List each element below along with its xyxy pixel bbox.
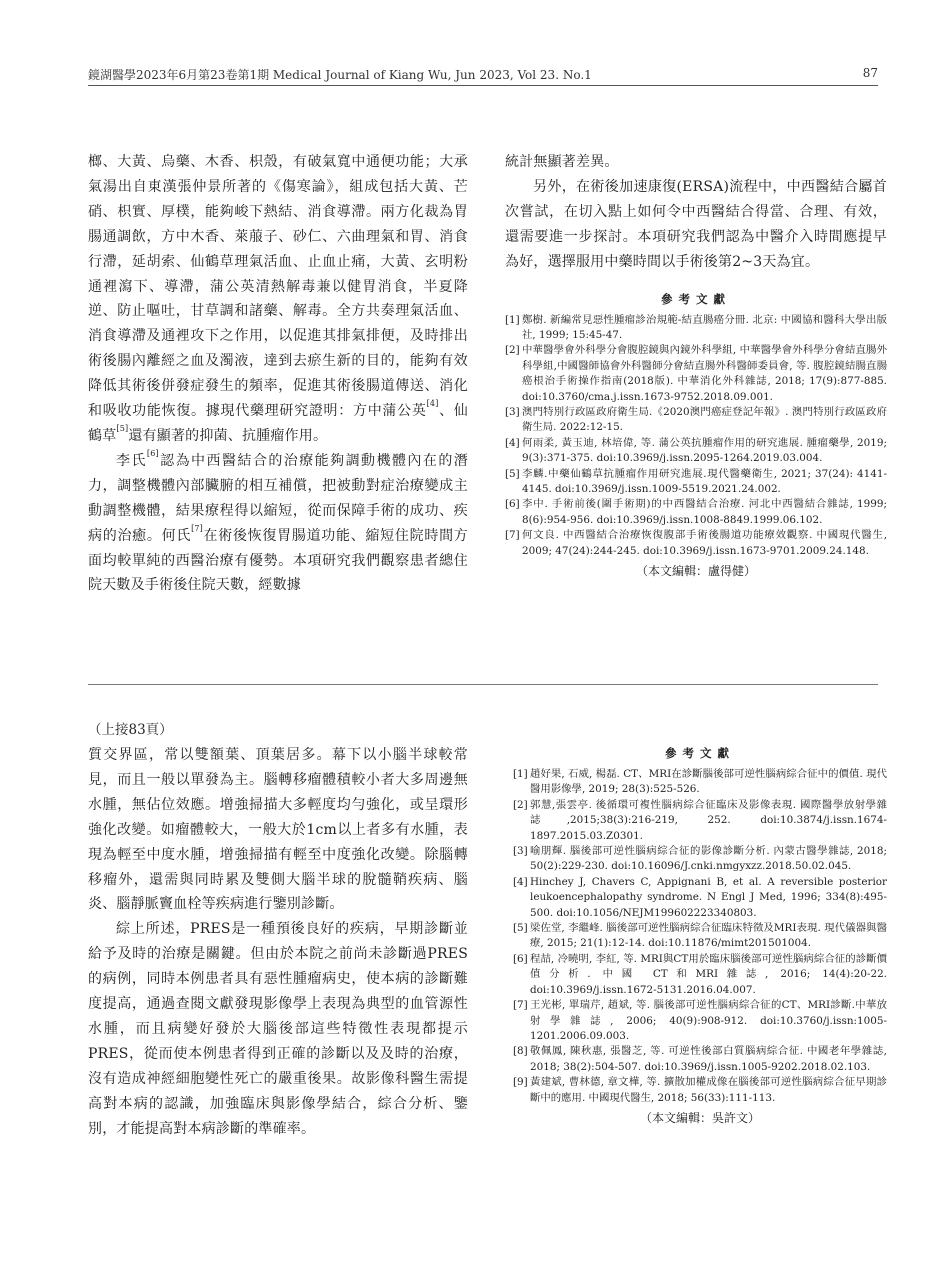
reference-text: 黃建斌, 曹林德, 章文樺, 等. 擴散加權成像在腦後部可逆性腦病綜合征早期診斷中的應用. 中國現代醫生, 2018; 56(33):111-113. [530, 1076, 887, 1104]
top-reference-list [505, 313, 887, 560]
bottom-left-column [88, 719, 468, 1142]
citation-marker[interactable]: [6] [146, 448, 159, 458]
reference-item [505, 405, 887, 436]
reference-text: 郭慧,張雲亭. 後循環可複性腦病綜合征臨床及影像表現. 國際醫學放射學雜誌,2015;38(3):216-219, 252. doi:10.3874/j.issn.1674-1897.2015.03.Z0301. [530, 798, 887, 842]
reference-text: 李麟.中藥仙鶴草抗腫瘤作用研究進展.現代醫藥衛生, 2021; 37(24): 4141-4145. doi:10.3969/j.issn.1009-5519.2021.24.002. [522, 467, 887, 495]
page-number: 87 [862, 66, 878, 80]
reference-number: [4] [505, 436, 520, 449]
reference-number: [9] [513, 1076, 528, 1089]
top-editor-note: （本文編輯：盧得健） [635, 564, 756, 579]
top-right-column [505, 150, 887, 579]
reference-item [505, 528, 887, 559]
top-left-paragraph: 李氏[6]認為中西醫結合的治療能夠調動機體內在的潛力，調整機體內部臟腑的相互補償，把被動對症治療變成主動調整機體，結果療程得以縮短，從而保障手術的成功、疾病的治癒。何氏[7]在術後恢復胃腸道功能、縮短住院時間方面均較單純的西醫治療有優勢。本項研究我們觀察患者總住院天數及手術後住院天數，經數據 [88, 448, 469, 594]
top-right-body-text [505, 150, 887, 275]
reference-number: [1] [505, 313, 520, 326]
reference-item [513, 798, 887, 844]
reference-text: 程喆, 冷曉明, 李紅, 等. MRI與CT用於臨床腦後部可逆性腦病綜合征的診斷價值分析. 中國 CT和MRI雜誌, 2016; 14(4):20-22. doi:10.3969/j.issn.1672-5131.2016.04.007. [530, 952, 887, 996]
reference-item [513, 1075, 887, 1106]
reference-item [513, 767, 887, 798]
top-left-column [88, 150, 468, 598]
reference-item [513, 875, 887, 921]
bottom-references-title: 參考文獻 [665, 746, 735, 760]
reference-text: 澳門特別行政區政府衛生局.《2020澳門癌症登記年報》. 澳門特別行政區政府衛生局. 2022:12-15. [522, 405, 887, 434]
reference-number: [3] [513, 845, 528, 858]
reference-number: [3] [505, 405, 520, 418]
reference-text: 李中. 手術前後(圍手術期)的中西醫結合治療. 河北中西醫結合雜誌, 1999; 8(6):954-956. doi:10.3969/j.issn.1008-8849.1999.06.102. [522, 498, 887, 526]
reference-text: 王光彬, 單瑞芹, 趙斌, 等. 腦後部可逆性腦病綜合征的CT、MRI診斷.中華放射學雜誌, 2006; 40(9):908-912. doi:10.3760/j.issn:1005-1201.2006.09.003. [530, 999, 887, 1042]
bottom-left-body-text [88, 743, 468, 1142]
reference-number: [5] [513, 922, 528, 935]
reference-number: [2] [505, 344, 520, 357]
reference-text: 何雨柔, 黃玉迪, 林培偉, 等. 蒲公英抗腫瘤作用的研究進展. 腫瘤藥學, 2019; 9(3):371-375. doi:10.3969/j.issn.2095-1264.2019.03.004. [522, 436, 887, 465]
reference-item [505, 497, 887, 528]
reference-number: [4] [513, 875, 528, 888]
reference-item [513, 844, 887, 875]
reference-item [513, 1044, 887, 1075]
reference-number: [8] [513, 1045, 528, 1058]
reference-text: 趙好果, 石威, 楊磊. CT、MRI在診斷腦後部可逆性腦病綜合征中的價值. 現代醫用影像學, 2019; 28(3):525-526. [530, 768, 887, 796]
reference-number: [5] [505, 467, 520, 480]
bottom-editor-note: （本文編輯：吳許文） [639, 1110, 760, 1125]
reference-number: [6] [505, 498, 520, 511]
reference-number: [6] [513, 952, 528, 965]
reference-number: [7] [513, 999, 528, 1012]
reference-number: [2] [513, 798, 528, 811]
article-separator [88, 684, 878, 685]
citation-marker[interactable]: [7] [191, 523, 203, 533]
top-right-paragraph: 統計無顯著差異。 [505, 154, 619, 170]
reference-text: 梁佐堂, 李繼峰. 腦後部可逆性腦病綜合征臨床特徵及MRI表現. 現代儀器與醫療, 2015; 21(1):12-14. doi:10.11876/mimt201501004. [530, 922, 887, 950]
running-header [88, 66, 878, 82]
top-left-paragraph: 榔、大黃、烏藥、木香、枳殼，有破氣寬中通便功能；大承氣湯出自東漢張仲景所著的《傷寒論》，組成包括大黃、芒硝、枳實、厚樸，能夠峻下熱結、消食導滯。兩方化裁為胃腸通調飲，方中木香、萊菔子、砂仁、六曲理氣和胃、消食行滯，延胡索、仙鶴草理氣活血、止血止痛，大黃、玄明粉通裡瀉下、導滯，蒲公英清熱解毒兼以健胃消食，半夏降逆、防止嘔吐，甘草調和諸藥、解毒。全方共奏理氣活血、消食導滯及通裡攻下之作用，以促進其排氣排便，及時排出術後腸內離經之血及濁液，達到去瘀生新的目的，能夠有效降低其術後併發症發生的頻率，促進其術後腸道傳送、消化和吸收功能恢復。據現代藥理研究證明：方中蒲公英[4]、仙鶴草[5]還有顯著的抑菌、抗腫瘤作用。 [88, 154, 468, 444]
bottom-left-paragraph: 質交界區，常以雙額葉、頂葉居多。幕下以小腦半球較常見，而且一般以單發為主。腦轉移瘤體積較小者大多周邊無水腫，無佔位效應。增強掃描大多輕度均勻強化，或呈環形強化改變。如瘤體較大，一般大於1cm以上者多有水腫，表現為輕至中度水腫，增強掃描有輕至中度強化改變。除腦轉移瘤外，還需與同時累及雙側大腦半球的脫髓鞘疾病、腦炎、腦靜脈竇血栓等疾病進行鑒別診斷。 [88, 747, 468, 913]
reference-item [505, 436, 887, 467]
citation-marker[interactable]: [4] [426, 399, 439, 409]
reference-item [513, 952, 887, 998]
reference-number: [1] [513, 768, 528, 780]
reference-item [505, 313, 887, 344]
reference-item [513, 998, 887, 1044]
reference-text: 何文良. 中西醫結合治療恢復腹部手術後腸道功能療效觀察. 中國現代醫生, 2009; 47(24):244-245. doi:10.3969/j.issn.1673-9701.2009.24.148. [522, 529, 887, 557]
reference-item [505, 343, 887, 405]
header-rule [88, 85, 878, 86]
citation-marker[interactable]: [5] [116, 423, 129, 433]
reference-item [505, 467, 887, 498]
reference-text: 敬佩鳳, 陳秋惠, 張醫芝, 等. 可逆性後部白質腦病綜合征. 中國老年學雜誌, 2018; 38(2):504-507. doi:10.3969/j.issn.1005-9202.2018.02.103. [530, 1045, 887, 1073]
reference-item [513, 921, 887, 952]
top-right-paragraph: 另外，在術後加速康復(ERSA)流程中，中西醫結合屬首次嘗試，在切入點上如何令中西醫結合得當、合理、有效，還需要進一步探討。本項研究我們認為中醫介入時間應提早為好，選擇服用中藥時間以手術後第2~3天為宜。 [505, 178, 887, 270]
reference-number: [7] [505, 529, 520, 542]
continued-from-note: （上接83頁） [88, 722, 173, 738]
bottom-right-column [513, 745, 887, 1126]
reference-text: 喻朋輝. 腦後部可逆性腦病綜合征的影像診斷分析. 內蒙古醫學雜誌, 2018; 50(2):229-230. doi:10.16096/J.cnki.nmgyxzz.2018.50.02.045. [530, 845, 887, 873]
reference-text: 中華醫學會外科學分會腹腔鏡與內鏡外科學組, 中華醫學會外科學分會結直腸外科學組,中國醫師協會外科醫師分會結直腸外科醫師委員會, 等. 腹腔鏡結腸直腸癌根治手術操作指南(2018版). 中華消化外科雜誌, 2018; 17(9):877-885. doi:10.3760/cma.j.issn.1673-9752.2018.09.001. [522, 344, 887, 403]
bottom-reference-list [513, 767, 887, 1106]
reference-text: Hinchey J, Chavers C, Appignani B, et al. A reversible posterior leukoencephalopathy syndrome. N Engl J Med, 1996; 334(8):495-500. doi:10.1056/NEJM199602223340803. [530, 875, 887, 919]
bottom-left-paragraph: 綜上所述，PRES是一種預後良好的疾病，早期診斷並給予及時的治療是關鍵。但由於本院之前尚未診斷過PRES的病例，同時本例患者具有惡性腫瘤病史，使本病的診斷難度提高，通過查閱文獻發現影像學上表現為典型的血管源性水腫，而且病變好發於大腦後部這些特徵性表現都提示PRES，從而使本例患者得到正確的診斷以及及時的治療，沒有造成神經細胞變性死亡的嚴重後果。故影像科醫生需提高對本病的認識，加強臨床與影像學結合，綜合分析、鑒別，才能提高對本病診斷的準確率。 [88, 921, 468, 1137]
reference-text: 鄭樹. 新編常見惡性腫瘤診治規範-結直腸癌分冊. 北京: 中國協和醫科大學出版社, 1999; 15:45-47. [522, 313, 887, 341]
journal-citation: 鏡湖醫學2023年6月第23卷第1期 Medical Journal of Kiang Wu, Jun 2023, Vol 23. No.1 [88, 68, 592, 82]
top-references-title: 參考文獻 [661, 291, 731, 306]
